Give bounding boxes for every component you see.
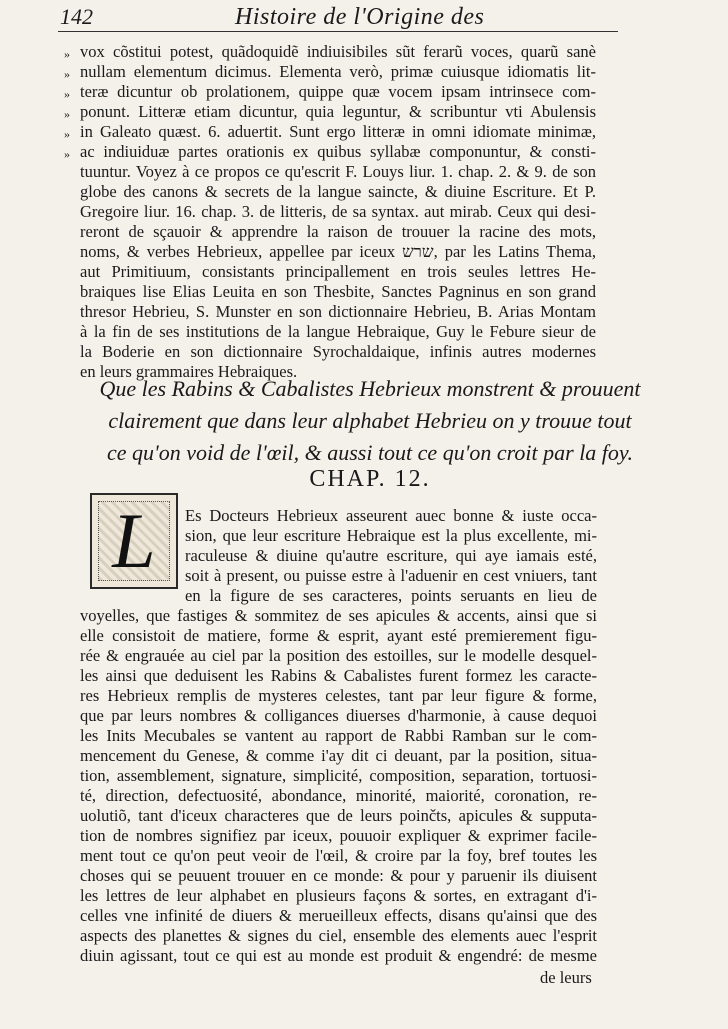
margin-marker: » xyxy=(64,47,70,61)
text-line: noms, & verbes Hebrieux, appellee par iceux שרש, par les Latins Thema, xyxy=(80,242,596,261)
text-line: tion, assemblement, signature, simplicité, composition, separation, tortuosi- xyxy=(80,766,597,785)
text-line: les ainsi que deduisent les Rabins & Cabalistes furent formez les caracte- xyxy=(80,666,597,685)
text-line: celles vne infinité de diuers & merueilleux effects, disans qu'ainsi que des xyxy=(80,906,597,925)
text-line: en leurs grammaires Hebraiques. xyxy=(80,362,298,381)
margin-marker: » xyxy=(64,87,70,101)
text-line: ponunt. Litteræ etiam dicuntur, quia leguntur, & scribuntur vti Abulensis xyxy=(80,102,596,121)
text-line: Es Docteurs Hebrieux asseurent auec bonne & iuste occa- xyxy=(185,506,597,525)
text-line: sion, que leur escriture Hebraique est la plus excellente, mi- xyxy=(185,526,597,545)
text-line: soit à present, ou puisse estre à l'aduenir en cest vniuers, tant xyxy=(185,566,597,585)
text-line: Gregoire liur. 16. chap. 3. de litteris, de sa syntax. aut mirab. Ceux qui desi- xyxy=(80,202,596,221)
text-line: globe des canons & secrets de la langue saincte, & diuine Escriture. Et P. xyxy=(80,182,596,201)
margin-marker: » xyxy=(64,147,70,161)
chapter-title-line: Que les Rabins & Cabalistes Hebrieux monstrent & prouuent xyxy=(99,376,641,401)
text-line: diuin agissant, tout ce qui est au monde est produit & engendré: de mesme xyxy=(80,946,597,965)
text-line: nullam elementum dicimus. Elementa verò, primæ cuiusque idiomatis lit- xyxy=(80,62,596,81)
page-number: 142 xyxy=(60,4,93,29)
text-line: tion de nombres signifiez par iceux, pouuoir expliquer & exprimer facile- xyxy=(80,826,597,845)
text-line: braiques lise Elias Leuita en son Thesbite, Sanctes Pagninus en son grand xyxy=(80,282,596,301)
text-line: ac indiuiduæ partes orationis ex quibus syllabæ componuntur, & consti- xyxy=(80,142,596,161)
chapter-number: CHAP. 12. xyxy=(309,466,431,492)
chapter-title-line: clairement que dans leur alphabet Hebrieu on y trouue tout xyxy=(108,408,632,433)
text-line: raculeuse & diuine qu'autre escriture, qui aye iamais esté, xyxy=(185,546,597,565)
margin-marker: » xyxy=(64,127,70,141)
text-line: in Galeato quæst. 6. aduertit. Sunt ergo litteræ in omni idiomate minimæ, xyxy=(80,122,596,141)
text-line: res Hebrieux remplis de mysteres celestes, tant par leur figure & forme, xyxy=(80,686,597,705)
text-line: en la figure de ses caracteres, points seruants en lieu de xyxy=(185,586,597,605)
text-line: reront de sçauoir & apprendre la raison de trouuer la racine des mots, xyxy=(80,222,596,241)
initial-letter: L xyxy=(112,497,156,584)
margin-marker: » xyxy=(64,67,70,81)
text-line: té, direction, defectuosité, abondance, minorité, maiorité, coronation, re- xyxy=(80,786,597,805)
text-line: vox cõstitui potest, quãdoquidẽ indiuisibiles sũt ferarũ voces, quarũ sanè xyxy=(80,42,596,61)
text-line: la Boderie en son dictionnaire Syrochaldaique, infinis autres modernes xyxy=(80,342,596,361)
text-line: voyelles, que fastiges & sommitez de ses apicules & accents, ainsi que si xyxy=(80,606,597,625)
text-line: choses qui se peuuent trouuer en ce monde: & pour y paruenir ils diuisent xyxy=(80,866,597,885)
text-line: ment tout ce qu'on peut veoir de l'œil, & croire par la foy, bref toutes les xyxy=(80,846,597,865)
text-line: aspects des planettes & signes du ciel, ensemble des elements auec l'esprit xyxy=(80,926,597,945)
catchword: de leurs xyxy=(540,968,592,987)
chapter-title-line: ce qu'on void de l'œil, & aussi tout ce qu'on croit par la foy. xyxy=(107,440,633,465)
text-line: à la fin de ses institutions de la langue Hebraique, Guy le Febure sieur de xyxy=(80,322,596,341)
text-line: thresor Hebrieu, S. Munster en son dictionnaire Hebrieu, B. Arias Montam xyxy=(80,302,596,321)
text-line: aut Primitiuum, consistants principallement en trois seules lettres He- xyxy=(80,262,596,281)
text-line: les lettres de leur alphabet en plusieurs façons & sortes, en extragant d'i- xyxy=(80,886,597,905)
header-rule xyxy=(58,31,618,32)
text-line: teræ dicuntur ob prolationem, quippe quæ vocem ipsam intrinsece com- xyxy=(80,82,596,101)
margin-marker: » xyxy=(64,107,70,121)
decorated-initial xyxy=(90,493,178,589)
text-line: elle consistoit de matiere, forme & esprit, ayant esté premierement figu- xyxy=(80,626,597,645)
page-header xyxy=(60,4,620,32)
text-line: rée & engrauée au ciel par la position des estoilles, sur le modelle desquel- xyxy=(80,646,597,665)
text-line: les Inits Mecubales se vantent au rapport de Rabbi Ramban sur le com- xyxy=(80,726,597,745)
text-line: tuuntur. Voyez à ce propos ce qu'escrit F. Louys liur. 1. chap. 2. & 9. de son xyxy=(80,162,596,181)
text-line: que par leurs nombres & colligances diuerses d'harmonie, à cause dequoi xyxy=(80,706,597,725)
text-line: uolutiõ, tant d'iceux characteres que de leurs poinčts, apicules & supputa- xyxy=(80,806,597,825)
text-line: mencement du Genese, & comme i'ay dit ci deuant, par la position, situa- xyxy=(80,746,597,765)
running-title: Histoire de l'Origine des xyxy=(235,4,485,30)
